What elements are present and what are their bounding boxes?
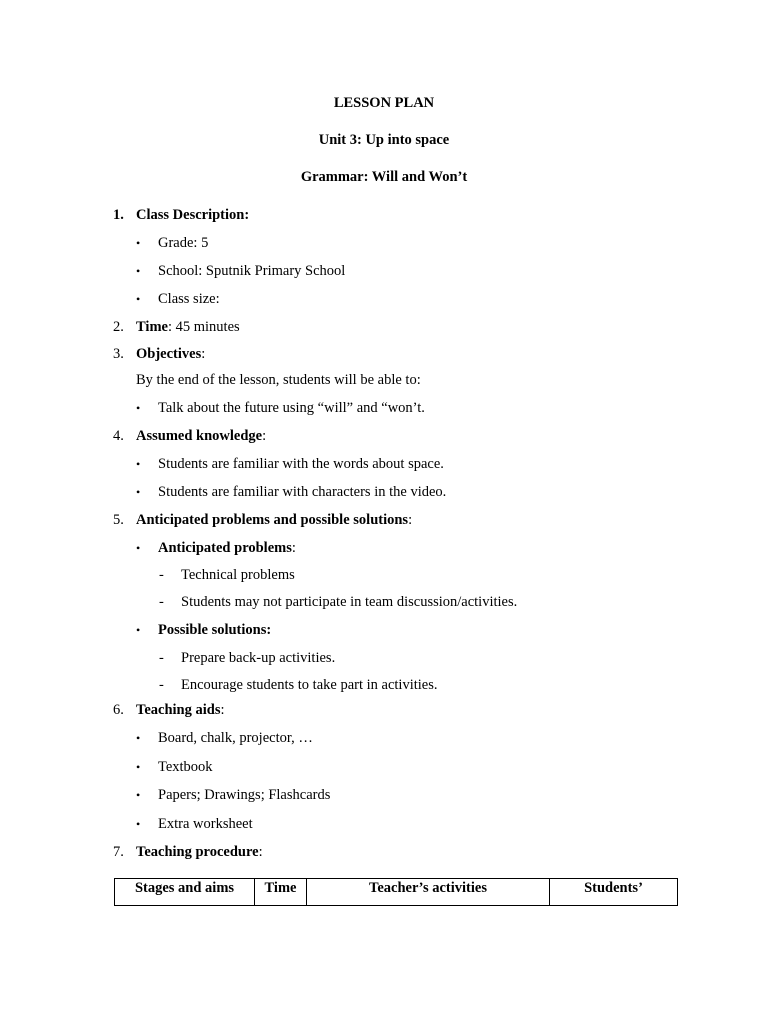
column-header-students: Students’ xyxy=(550,879,678,906)
section-number: 6. xyxy=(113,702,124,718)
bullet-icon: • xyxy=(136,541,141,555)
table-header-row xyxy=(115,879,678,906)
section-heading xyxy=(136,427,266,445)
objectives-intro: By the end of the lesson, students will be able to: xyxy=(136,372,421,388)
bullet-icon: • xyxy=(136,457,141,471)
section-rest: : xyxy=(258,844,263,860)
list-item-text: Extra worksheet xyxy=(158,816,253,832)
subsection-rest: : xyxy=(291,540,296,556)
section-heading xyxy=(136,206,249,224)
list-item-text: Grade: 5 xyxy=(158,235,209,251)
subsection-label: Possible solutions: xyxy=(158,622,272,638)
list-item-text: Class size: xyxy=(158,291,220,307)
bullet-icon: • xyxy=(136,236,141,250)
section-number: 1. xyxy=(113,207,124,223)
list-item-text: Board, chalk, projector, … xyxy=(158,730,313,746)
dash-icon: - xyxy=(159,567,164,583)
doc-unit: Unit 3: Up into space xyxy=(318,132,450,148)
section-rest: : 45 minutes xyxy=(167,319,240,335)
bullet-icon: • xyxy=(136,292,141,306)
section-number: 7. xyxy=(113,844,124,860)
list-item-text: Students are familiar with the words about space. xyxy=(158,456,444,472)
bullet-icon: • xyxy=(136,264,141,278)
subsection-heading xyxy=(158,539,296,557)
bullet-icon: • xyxy=(136,788,141,802)
list-item-text: Encourage students to take part in activities. xyxy=(181,677,438,693)
list-item-text: Textbook xyxy=(158,759,213,775)
bullet-icon: • xyxy=(136,623,141,637)
section-label: Time xyxy=(136,319,168,335)
section-rest: : xyxy=(220,702,225,718)
section-label: Anticipated problems and possible solutions xyxy=(136,512,409,528)
section-number: 3. xyxy=(113,346,124,362)
dash-icon: - xyxy=(159,677,164,693)
dash-icon: - xyxy=(159,594,164,610)
bullet-icon: • xyxy=(136,760,141,774)
bullet-icon: • xyxy=(136,485,141,499)
section-number: 2. xyxy=(113,319,124,335)
dash-icon: - xyxy=(159,650,164,666)
section-rest: : xyxy=(408,512,413,528)
list-item-text: Papers; Drawings; Flashcards xyxy=(158,787,331,803)
section-label: Assumed knowledge xyxy=(136,428,263,444)
bullet-icon: • xyxy=(136,731,141,745)
section-rest: : xyxy=(262,428,267,444)
section-heading xyxy=(136,345,205,363)
procedure-table xyxy=(114,878,678,906)
doc-grammar: Grammar: Will and Won’t xyxy=(300,169,468,185)
list-item-text: Prepare back-up activities. xyxy=(181,650,336,666)
section-heading xyxy=(136,843,263,861)
list-item-text: School: Sputnik Primary School xyxy=(158,263,346,279)
subsection-heading xyxy=(158,621,271,639)
section-label: Objectives xyxy=(136,346,202,362)
list-item-text: Technical problems xyxy=(181,567,295,583)
doc-title: LESSON PLAN xyxy=(333,95,435,111)
section-number: 5. xyxy=(113,512,124,528)
list-item-text: Talk about the future using “will” and “won’t. xyxy=(158,400,425,416)
column-header-stages: Stages and aims xyxy=(115,879,255,906)
subsection-label: Anticipated problems xyxy=(158,540,292,556)
section-rest: : xyxy=(201,346,206,362)
bullet-icon: • xyxy=(136,817,141,831)
section-label: Class Description: xyxy=(136,207,250,223)
section-label: Teaching aids xyxy=(136,702,221,718)
list-item-text: Students may not participate in team discussion/activities. xyxy=(181,594,518,610)
section-number: 4. xyxy=(113,428,124,444)
list-item-text: Students are familiar with characters in the video. xyxy=(158,484,447,500)
section-heading xyxy=(136,318,240,336)
column-header-time: Time xyxy=(255,879,307,906)
section-heading xyxy=(136,701,225,719)
bullet-icon: • xyxy=(136,401,141,415)
section-heading xyxy=(136,511,412,529)
column-header-teacher: Teacher’s activities xyxy=(307,879,550,906)
section-label: Teaching procedure xyxy=(136,844,259,860)
